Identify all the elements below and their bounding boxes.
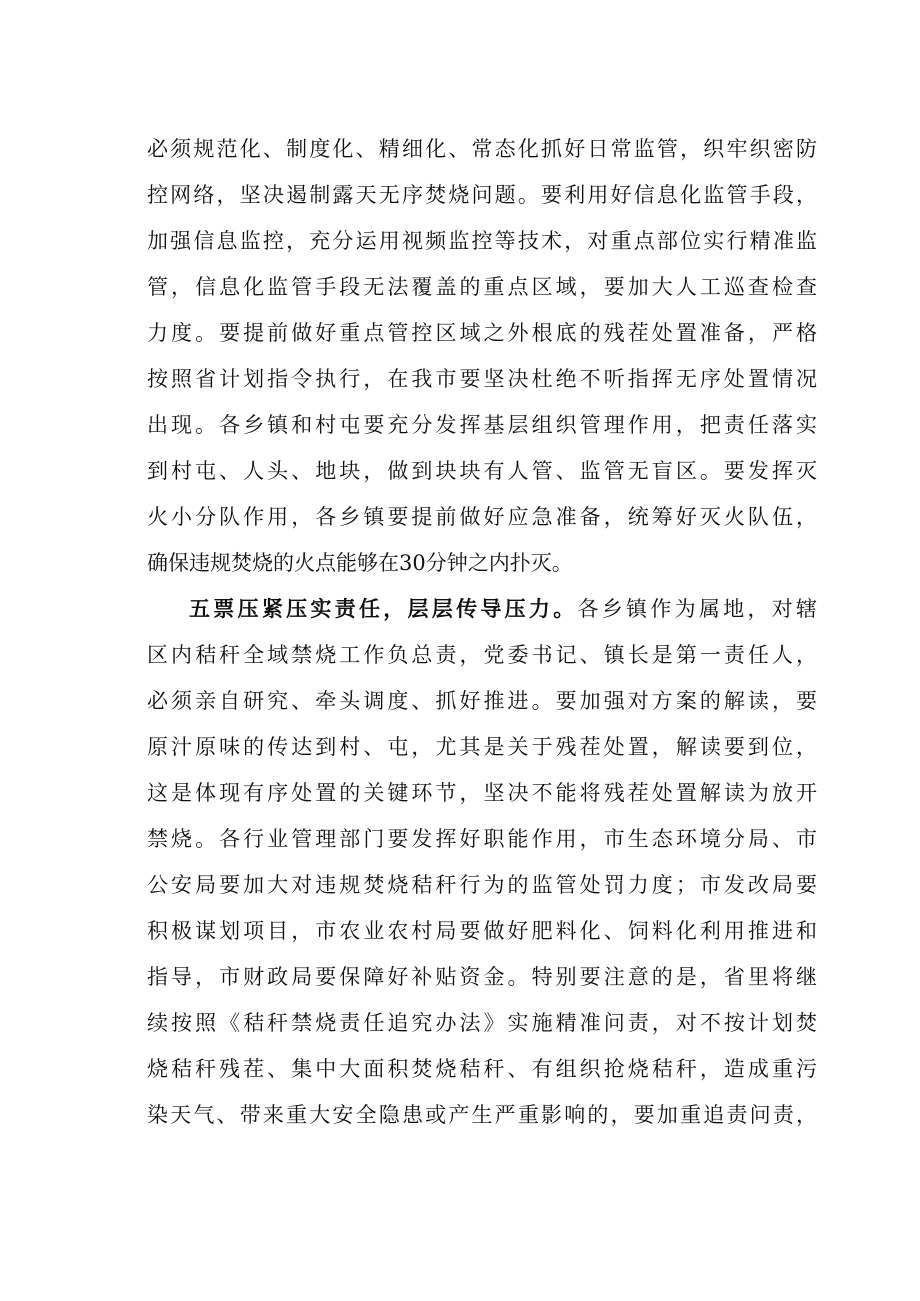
text-line: 积极谋划项目，市农业农村局要做好肥料化、饲料化利用推进和 (147, 919, 817, 943)
text-line: 这是体现有序处置的关键环节，坚决不能将残茬处置解读为放开 (147, 781, 817, 805)
text-line: 到村屯、人头、地块，做到块块有人管、监管无盲区。要发挥灭 (147, 459, 817, 483)
paragraph-supervision (147, 126, 817, 586)
text-line: 染天气、带来重大安全隐患或产生严重影响的，要加重追责问责， (147, 1103, 817, 1127)
heading-line (147, 586, 817, 632)
text-line: 必须亲自研究、牵头调度、抓好推进。要加强对方案的解读，要 (147, 689, 817, 713)
text-line: 管，信息化监管手段无法覆盖的重点区域，要加大人工巡查检查 (147, 275, 817, 299)
text-line: 续按照《秸秆禁烧责任追究办法》实施精准问责，对不按计划焚 (147, 1011, 817, 1035)
text-line: 公安局要加大对违规焚烧秸秆行为的监管处罚力度；市发改局要 (147, 873, 817, 897)
text-line: 控网络，坚决遏制露天无序焚烧问题。要利用好信息化监管手段， (147, 183, 817, 207)
text-line: 区内秸秆全域禁烧工作负总责，党委书记、镇长是第一责任人， (147, 643, 817, 667)
paragraph-responsibility (147, 586, 817, 1138)
text-line: 烧秸秆残茬、集中大面积焚烧秸秆、有组织抢烧秸秆，造成重污 (147, 1057, 817, 1081)
text-line: 按照省计划指令执行，在我市要坚决杜绝不听指挥无序处置情况 (147, 367, 817, 391)
text-line: 确保违规焚烧的火点能够在30分钟之内扑灭。 (147, 551, 573, 575)
text-line: 必须规范化、制度化、精细化、常态化抓好日常监管，织牢织密防 (147, 137, 817, 161)
text-line: 指导，市财政局要保障好补贴资金。特别要注意的是，省里将继 (147, 965, 817, 989)
text-line: 原汁原味的传达到村、屯，尤其是关于残茬处置，解读要到位， (147, 735, 817, 759)
heading-line-rest: 各乡镇作为属地，对辖 (577, 597, 818, 621)
text-line: 力度。要提前做好重点管控区域之外根底的残茬处置准备，严格 (147, 321, 817, 345)
text-line: 出现。各乡镇和村屯要充分发挥基层组织管理作用，把责任落实 (147, 413, 817, 437)
text-line: 火小分队作用，各乡镇要提前做好应急准备，统筹好灭火队伍， (147, 505, 817, 529)
text-line: 禁烧。各行业管理部门要发挥好职能作用，市生态环境分局、市 (147, 827, 817, 851)
section-heading: 五票压紧压实责任，层层传导压力。 (189, 597, 578, 621)
text-line: 加强信息监控，充分运用视频监控等技术，对重点部位实行精准监 (147, 229, 817, 253)
